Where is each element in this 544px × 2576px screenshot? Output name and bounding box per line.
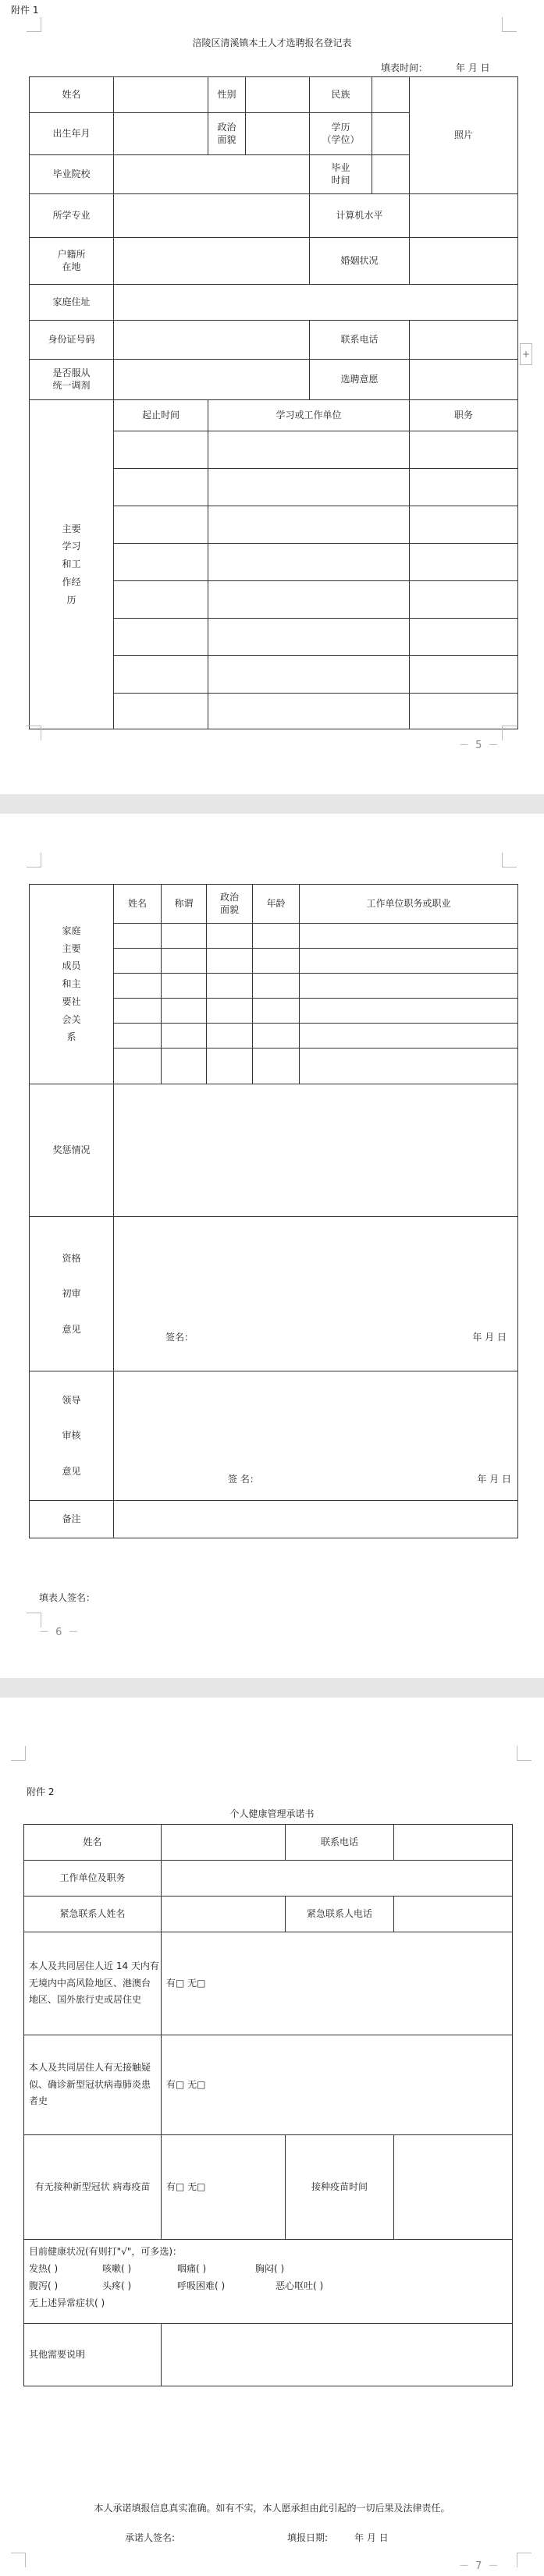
page-7 [0,1698,544,2576]
vaccine-question: 有无接种新型冠状 病毒疫苗 [24,2135,162,2240]
resume-cell[interactable] [410,619,518,656]
resume-cell[interactable] [114,544,208,581]
travel-question: 本人及共同居住人近 14 天内有无境内中高风险地区、港澳台地区、国外旅行史或居住史 [24,1932,162,2035]
other-label: 其他需要说明 [24,2324,162,2386]
resume-cell[interactable] [114,694,208,729]
resume-cell[interactable] [208,694,410,729]
school-label: 毕业院校 [30,155,114,194]
resume-cell[interactable] [208,544,410,581]
resume-cell[interactable] [410,694,518,729]
commitment-title: 个人健康管理承诺书 [229,1808,315,1819]
family-cell[interactable] [300,999,518,1024]
resume-cell[interactable] [208,656,410,694]
leader-sign-label: 签 名： [228,1474,259,1485]
other-value[interactable] [162,2324,513,2386]
political-value[interactable] [246,113,310,155]
symptom-none[interactable]: 无上述异常症状( ) [29,2297,105,2308]
marriage-label: 婚姻状况 [310,238,410,285]
phone-value[interactable] [394,1825,513,1861]
page-6 [0,814,544,1678]
fill-time-label: 填表时间： [381,62,428,73]
phone-label: 联系电话 [286,1825,394,1861]
resume-cell[interactable] [208,469,410,506]
phone-value[interactable] [410,321,518,360]
resume-cell[interactable] [410,544,518,581]
family-cell[interactable] [162,924,207,949]
resume-cell[interactable] [410,506,518,544]
family-label: 家庭 主要 成员 和主 要社 会关 系 [30,885,114,1084]
family-cell[interactable] [253,949,300,974]
education-value[interactable] [372,113,410,155]
rewards-value[interactable] [114,1084,518,1217]
computer-label: 计算机水平 [310,194,410,238]
emergency-phone-label: 紧急联系人电话 [286,1897,394,1932]
corner-mark [502,853,517,868]
gender-value[interactable] [246,77,310,113]
leader-value[interactable] [114,1371,518,1501]
birth-label: 出生年月 [30,113,114,155]
attachment-label: 附件 2 [27,1787,55,1797]
leader-date: 年 月 日 [477,1474,511,1485]
resume-cell[interactable] [208,619,410,656]
intention-label: 选聘意愿 [310,360,410,400]
family-cell[interactable] [300,974,518,999]
major-label: 所学专业 [30,194,114,238]
attachment-label: 附件 1 [11,5,39,16]
registration-table [29,76,518,729]
vaccine-time-label: 接种疫苗时间 [286,2135,394,2240]
major-value[interactable] [114,194,310,238]
resume-cell[interactable] [208,506,410,544]
health-status[interactable] [24,2240,513,2324]
rewards-label: 奖惩情况 [30,1084,114,1217]
family-cell[interactable] [114,924,162,949]
graduation-value[interactable] [372,155,410,194]
review-value[interactable] [114,1217,518,1371]
computer-value[interactable] [410,194,518,238]
resume-label: 主要 学习 和工 作经 历 [30,400,114,729]
resume-cell[interactable] [114,469,208,506]
family-cell[interactable] [114,1048,162,1084]
family-cell[interactable] [300,949,518,974]
family-cell[interactable] [253,924,300,949]
travel-yes-no[interactable]: 有□ 无□ [162,1932,513,2035]
corner-mark [502,726,517,740]
family-job-header: 工作单位职务或职业 [300,885,518,924]
family-cell[interactable] [253,1048,300,1084]
page-number: － 5 － [459,740,500,751]
family-cell[interactable] [114,949,162,974]
family-cell[interactable] [162,1048,207,1084]
family-cell[interactable] [207,1024,253,1048]
vaccine-yes-no[interactable]: 有□ 无□ [162,2135,286,2240]
family-cell[interactable] [114,999,162,1024]
vaccine-time-value[interactable] [394,2135,513,2240]
emergency-phone-value[interactable] [394,1897,513,1932]
address-label: 家庭住址 [30,285,114,321]
contact-yes-no[interactable]: 有□ 无□ [162,2035,513,2135]
signer-label: 承诺人签名: [125,2532,176,2543]
school-value[interactable] [114,155,310,194]
leader-label: 领导 审核 意见 [30,1371,114,1501]
fill-time-date: 年 月 日 [456,62,490,73]
family-cell[interactable] [300,1024,518,1048]
review-sign-label: 签名： [165,1332,194,1343]
id-label: 身份证号码 [30,321,114,360]
form-title: 涪陵区清溪镇本土人才选聘报名登记表 [192,37,352,48]
family-cell[interactable] [162,974,207,999]
symptom-headache[interactable]: 头疼( ) [102,2280,132,2291]
corner-mark [517,2553,532,2567]
name-value[interactable] [114,77,208,113]
emergency-name-label: 紧急联系人姓名 [24,1897,162,1932]
filler-sign-label: 填表人签名： [39,1592,96,1603]
corner-mark [502,17,517,32]
health-table [23,1824,513,2386]
health-status-title: 目前健康状况(有则打"√"，可多选)： [29,2246,183,2257]
family-cell[interactable] [207,1048,253,1084]
resume-cell[interactable] [114,431,208,469]
page-5 [0,0,544,794]
symptom-diarrhea[interactable]: 腹泻( ) [29,2280,59,2291]
ethnicity-label: 民族 [310,77,372,113]
hukou-value[interactable] [114,238,310,285]
resume-cell[interactable] [114,506,208,544]
corner-mark [27,17,41,32]
family-cell[interactable] [207,949,253,974]
fill-date-label: 填报日期: [287,2532,329,2543]
family-cell[interactable] [253,974,300,999]
id-value[interactable] [114,321,310,360]
review-date: 年 月 日 [472,1332,507,1343]
phone-label: 联系电话 [310,321,410,360]
family-cell[interactable] [114,1024,162,1048]
unit-value[interactable] [162,1861,513,1897]
name-label: 姓名 [30,77,114,113]
position-header: 职务 [410,400,518,431]
intention-value[interactable] [410,360,518,400]
review-label: 资格 初审 意见 [30,1217,114,1371]
corner-mark [27,853,41,868]
remarks-value[interactable] [114,1501,518,1538]
corner-mark [517,1746,532,1761]
fill-date-value: 年 月 日 [354,2532,389,2543]
resume-cell[interactable] [410,431,518,469]
resume-cell[interactable] [208,431,410,469]
family-cell[interactable] [300,1048,518,1084]
unit-header: 学习或工作单位 [208,400,410,431]
education-label: 学历 （学位） [310,113,372,155]
family-age-header: 年龄 [253,885,300,924]
family-cell[interactable] [207,999,253,1024]
remarks-label: 备注 [30,1501,114,1538]
hukou-label: 户籍所 在地 [30,238,114,285]
resume-cell[interactable] [410,656,518,694]
adjust-label: 是否服从 统一调剂 [30,360,114,400]
contact-question: 本人及共同居住人有无接触疑似、确诊新型冠状病毒肺炎患者史 [24,2035,162,2135]
resume-cell[interactable] [114,656,208,694]
symptom-cough[interactable]: 咳嗽( ) [102,2263,132,2274]
corner-mark [27,726,41,740]
gender-label: 性别 [208,77,246,113]
corner-mark [11,1746,26,1761]
birth-value[interactable] [114,113,208,155]
family-cell[interactable] [300,924,518,949]
resume-cell[interactable] [114,619,208,656]
family-political-header: 政治 面貌 [207,885,253,924]
family-cell[interactable] [162,949,207,974]
family-cell[interactable] [207,924,253,949]
family-cell[interactable] [114,974,162,999]
marriage-value[interactable] [410,238,518,285]
symptom-breathing[interactable]: 呼吸困难( ) [177,2280,226,2291]
resume-cell[interactable] [114,581,208,619]
emergency-name-value[interactable] [162,1897,286,1932]
add-icon[interactable]: + [520,343,532,365]
resume-cell[interactable] [410,469,518,506]
family-review-table [29,884,518,1538]
address-value[interactable] [114,285,518,321]
name-value[interactable] [162,1825,286,1861]
family-cell[interactable] [253,999,300,1024]
start-end-header: 起止时间 [114,400,208,431]
unit-label: 工作单位及职务 [24,1861,162,1897]
family-cell[interactable] [207,974,253,999]
page-number: － 7 － [459,2560,500,2572]
name-label: 姓名 [24,1825,162,1861]
symptom-sore-throat[interactable]: 咽痛( ) [177,2263,207,2274]
resume-cell[interactable] [208,581,410,619]
family-name-header: 姓名 [114,885,162,924]
family-cell[interactable] [253,1024,300,1048]
promise-text: 本人承诺填报信息真实准确。如有不实，本人愿承担由此引起的一切后果及法律责任。 [94,2503,450,2514]
symptom-nausea[interactable]: 恶心呕吐( ) [276,2280,324,2291]
political-label: 政治 面貌 [208,113,246,155]
photo-box[interactable]: 照片 [410,77,518,194]
resume-cell[interactable] [410,581,518,619]
graduation-label: 毕业 时间 [310,155,372,194]
ethnicity-value[interactable] [372,77,410,113]
family-title-header: 称谓 [162,885,207,924]
symptom-chest[interactable]: 胸闷( ) [255,2263,285,2274]
corner-mark [11,2553,26,2567]
family-cell[interactable] [162,1024,207,1048]
family-cell[interactable] [162,999,207,1024]
adjust-value[interactable] [114,360,310,400]
page-number: － 6 － [39,1627,80,1638]
symptom-fever[interactable]: 发热( ) [29,2263,59,2274]
